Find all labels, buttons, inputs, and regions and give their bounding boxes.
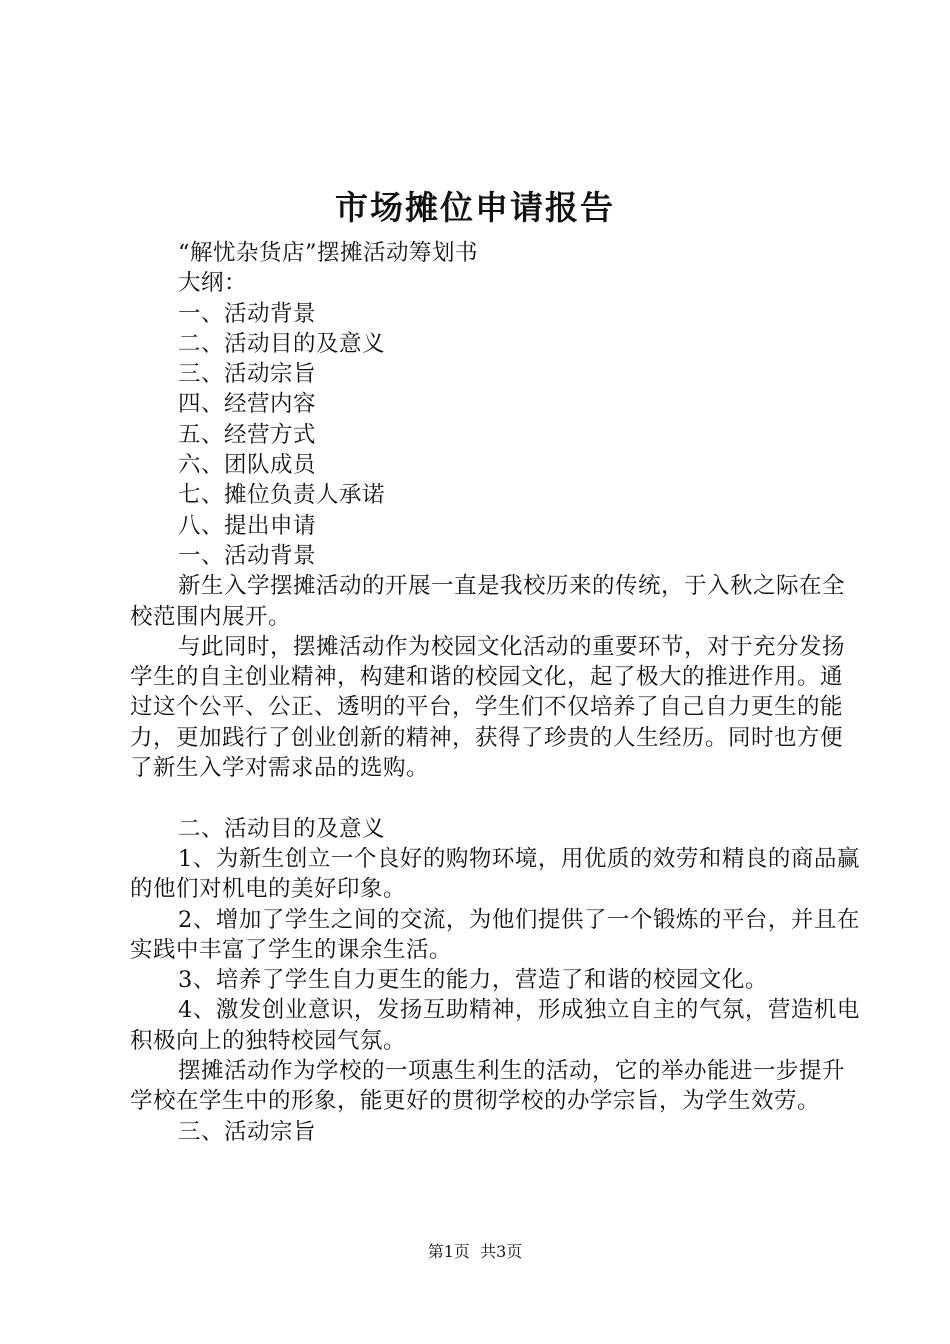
paragraph: “解忧杂货店”摆摊活动筹划书: [178, 240, 479, 266]
paragraph: 六、团队成员: [178, 452, 317, 479]
paragraph: 三、活动宗旨: [178, 361, 317, 388]
paragraph: 二、活动目的及意义: [178, 330, 386, 357]
paragraph: 三、活动宗旨: [178, 1118, 317, 1145]
paragraph: 大纲：: [178, 270, 248, 297]
paragraph: 2、增加了学生之间的交流，为他们提供了一个锻炼的平台，并且在实践中丰富了学生的课余生活。: [130, 906, 860, 963]
page-footer: 第1页 共3页: [427, 1242, 523, 1261]
paragraph: 新生入学摆摊活动的开展一直是我校历来的传统，于入秋之际在全校范围内展开。: [130, 573, 846, 630]
paragraph: 一、活动背景: [178, 300, 317, 327]
document-body: [130, 238, 860, 1147]
document-title: 市场摊位申请报告: [335, 188, 615, 227]
paragraph: 七、摊位负责人承诺: [178, 482, 386, 509]
paragraph: 五、经营方式: [178, 421, 317, 448]
paragraph: 一、活动背景: [178, 542, 317, 569]
paragraph: 二、活动目的及意义: [178, 815, 386, 842]
paragraph: 4、激发创业意识，发扬互助精神，形成独立自主的气氛，营造机电积极向上的独特校园气氛。: [130, 997, 860, 1054]
paragraph: 3、培养了学生自力更生的能力，营造了和谐的校园文化。: [178, 967, 768, 994]
paragraph: 与此同时，摆摊活动作为校园文化活动的重要环节，对于充分发扬学生的自主创业精神，构建和谐的校园文化，起了极大的推进作用。通过这个公平、公正、透明的平台，学生们不仅培养了自己自力更生的能力，更加践行了创业创新的精神，获得了珍贵的人生经历。同时也方便了新生入学对需求品的选购。: [130, 633, 846, 782]
paragraph: 摆摊活动作为学校的一项惠生利生的活动，它的举办能进一步提升学校在学生中的形象，能更好的贯彻学校的办学宗旨，为学生效劳。: [130, 1058, 846, 1115]
paragraph: 四、经营内容: [178, 391, 317, 418]
paragraph: 1、为新生创立一个良好的购物环境，用优质的效劳和精良的商品赢的他们对机电的美好印象。: [130, 845, 860, 903]
paragraph: 八、提出申请: [178, 512, 317, 539]
